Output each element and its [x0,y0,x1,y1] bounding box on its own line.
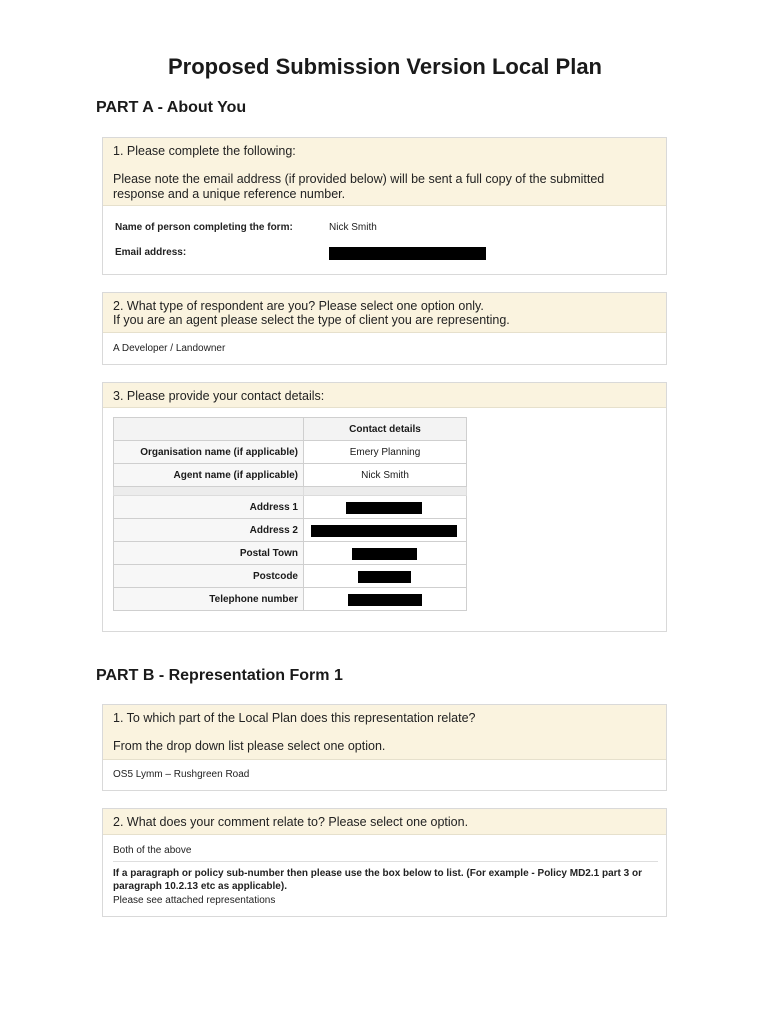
question-1-header [103,138,666,206]
postcode-label: Postcode [114,565,304,588]
telephone-label: Telephone number [114,588,304,611]
question-3-title: 3. Please provide your contact details: [113,389,325,403]
postcode-redaction [358,571,411,583]
agent-label: Agent name (if applicable) [114,464,304,487]
organisation-label: Organisation name (if applicable) [114,441,304,464]
part-b-question-2-header [103,809,666,835]
sub-number-instruction: If a paragraph or policy sub-number then please use the box below to list. (For example - Policy MD2.1 part 3 or paragraph 10.2.13 etc as applicable). [113,868,642,892]
email-redaction [329,247,486,260]
plan-part-answer: OS5 Lymm – Rushgreen Road [113,769,250,780]
respondent-type-answer: A Developer / Landowner [113,343,226,354]
comment-relates-answer: Both of the above [113,845,192,856]
question-2-header [103,293,666,333]
name-label: Name of person completing the form: [115,222,293,233]
part-b-question-2-title: 2. What does your comment relate to? Please select one option. [113,815,469,829]
question-2-title-line2: If you are an agent please select the type of client you are representing. [113,313,510,327]
part-a-question-2 [102,292,667,365]
agent-value: Nick Smith [304,464,467,487]
part-b-question-2 [102,808,667,917]
organisation-value: Emery Planning [304,441,467,464]
part-b-heading: PART B - Representation Form 1 [96,667,343,684]
address1-redaction [346,502,422,514]
question-1-title: 1. Please complete the following: [113,144,296,158]
representation-response: Please see attached representations [113,895,276,906]
question-2-title-line1: 2. What type of respondent are you? Please select one option only. [113,299,484,313]
question-1-note: Please note the email address (if provided below) will be sent a full copy of the submitted response and a unique reference number. [113,172,605,201]
question-3-header [103,383,666,408]
postal-town-label: Postal Town [114,542,304,565]
contact-details-table [113,417,467,611]
address2-redaction [311,525,457,537]
part-b-question-1 [102,704,667,791]
part-b-question-1-header [103,705,666,760]
part-a-heading: PART A - About You [96,99,247,116]
telephone-redaction [348,594,422,606]
contact-details-header: Contact details [304,418,467,441]
document-title: Proposed Submission Version Local Plan [168,54,602,79]
part-b-question-1-title: 1. To which part of the Local Plan does this representation relate? [113,711,476,725]
part-a-question-3 [102,382,667,632]
part-a-question-1 [102,137,667,275]
part-b-question-1-subtitle: From the drop down list please select one option. [113,739,386,753]
address1-label: Address 1 [114,496,304,519]
postal-town-redaction [352,548,417,560]
answer-divider [113,861,658,862]
address2-label: Address 2 [114,519,304,542]
email-label: Email address: [115,247,187,258]
name-value: Nick Smith [329,222,377,233]
